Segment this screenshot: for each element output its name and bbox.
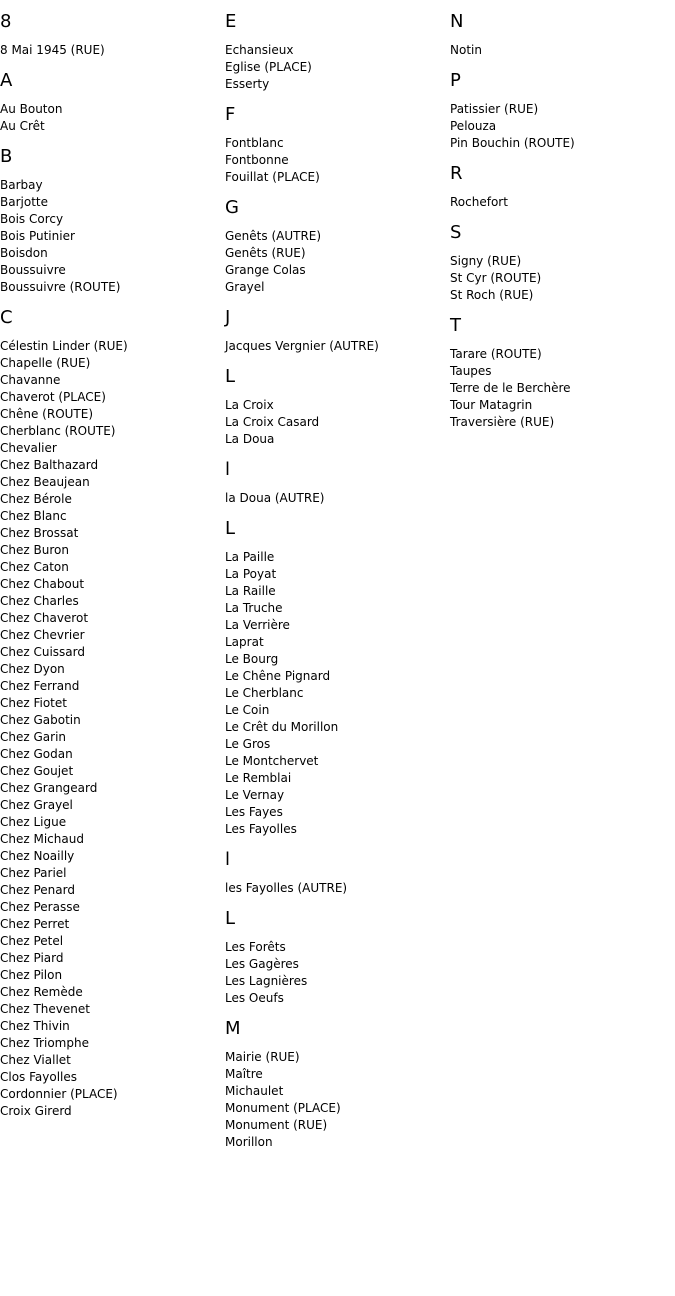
street-name: Chez Chabout bbox=[0, 577, 85, 591]
street-name: 8 Mai 1945 (RUE) bbox=[0, 43, 105, 57]
street-name: Les Gagères bbox=[225, 957, 299, 971]
street-name: Chez Goujet bbox=[0, 764, 74, 778]
street-name: Genêts (RUE) bbox=[225, 246, 306, 260]
street-name: Michaulet bbox=[225, 1084, 284, 1098]
street-name: Chez Perret bbox=[0, 917, 70, 931]
street-name: Notin bbox=[450, 43, 482, 57]
letter-section bbox=[225, 460, 450, 507]
street-name: Jacques Vergnier (AUTRE) bbox=[225, 339, 379, 353]
letter-section bbox=[225, 105, 450, 186]
street-name: Tour Matagrin bbox=[450, 398, 533, 412]
letter-section bbox=[0, 308, 225, 1120]
street-name: St Roch (RUE) bbox=[450, 288, 534, 302]
street-name: Cherblanc (ROUTE) bbox=[0, 424, 116, 438]
street-list bbox=[450, 253, 675, 304]
street-name: Chez Petel bbox=[0, 934, 64, 948]
street-list bbox=[225, 939, 450, 1007]
letter-section bbox=[225, 367, 450, 448]
street-list bbox=[450, 42, 675, 59]
section-letter-heading: L bbox=[225, 366, 236, 387]
street-name: St Cyr (ROUTE) bbox=[450, 271, 542, 285]
street-name: Chaverot (PLACE) bbox=[0, 390, 106, 404]
street-name: Tarare (ROUTE) bbox=[450, 347, 542, 361]
street-list bbox=[450, 194, 675, 211]
street-list bbox=[450, 346, 675, 431]
street-name: La Doua bbox=[225, 432, 275, 446]
street-name: Chez Balthazard bbox=[0, 458, 99, 472]
street-name: Barjotte bbox=[0, 195, 48, 209]
street-name: Echansieux bbox=[225, 43, 294, 57]
street-name: Traversière (RUE) bbox=[450, 415, 555, 429]
section-letter-heading: T bbox=[450, 315, 461, 336]
street-name: Taupes bbox=[450, 364, 492, 378]
street-name: Croix Girerd bbox=[0, 1104, 72, 1118]
letter-section bbox=[0, 147, 225, 296]
street-name: Rochefort bbox=[450, 195, 508, 209]
street-name: Chez Grangeard bbox=[0, 781, 98, 795]
street-name: La Raille bbox=[225, 584, 276, 598]
street-name: Bois Putinier bbox=[0, 229, 75, 243]
street-name: Le Montchervet bbox=[225, 754, 319, 768]
street-name: Chez Charles bbox=[0, 594, 79, 608]
street-name: Chez Penard bbox=[0, 883, 75, 897]
letter-section bbox=[225, 12, 450, 93]
street-name: Le Bourg bbox=[225, 652, 279, 666]
street-name: Chez Caton bbox=[0, 560, 69, 574]
section-letter-heading: M bbox=[225, 1018, 241, 1039]
street-name: Le Remblai bbox=[225, 771, 292, 785]
letter-section bbox=[0, 71, 225, 135]
street-name: Chez Triomphe bbox=[0, 1036, 89, 1050]
street-name: Monument (RUE) bbox=[225, 1118, 328, 1132]
street-name: les Fayolles (AUTRE) bbox=[225, 881, 348, 895]
street-name: Chez Ligue bbox=[0, 815, 67, 829]
street-name: Esserty bbox=[225, 77, 270, 91]
street-name: Chez Thivin bbox=[0, 1019, 70, 1033]
street-index-column-2 bbox=[225, 0, 450, 1163]
street-name: Le Gros bbox=[225, 737, 271, 751]
street-name: Les Lagnières bbox=[225, 974, 308, 988]
street-name: Bois Corcy bbox=[0, 212, 64, 226]
street-name: Boussuivre bbox=[0, 263, 66, 277]
street-name: Chez Fiotet bbox=[0, 696, 67, 710]
letter-section bbox=[0, 12, 225, 59]
street-name: La Paille bbox=[225, 550, 275, 564]
street-name: Chez Dyon bbox=[0, 662, 65, 676]
street-list bbox=[225, 42, 450, 93]
street-name: Chez Bérole bbox=[0, 492, 72, 506]
letter-section bbox=[225, 909, 450, 1007]
section-letter-heading: E bbox=[225, 11, 237, 32]
street-name: Chez Remède bbox=[0, 985, 83, 999]
street-name: La Truche bbox=[225, 601, 283, 615]
section-letter-heading: A bbox=[0, 70, 13, 91]
street-name: Chapelle (RUE) bbox=[0, 356, 91, 370]
street-list bbox=[225, 135, 450, 186]
street-name: Boisdon bbox=[0, 246, 48, 260]
street-name: Le Crêt du Morillon bbox=[225, 720, 339, 734]
street-name: Genêts (AUTRE) bbox=[225, 229, 322, 243]
letter-section bbox=[450, 12, 675, 59]
street-name: Chavanne bbox=[0, 373, 61, 387]
section-letter-heading: N bbox=[450, 11, 464, 32]
street-name: Chez Ferrand bbox=[0, 679, 80, 693]
street-name: Morillon bbox=[225, 1135, 273, 1149]
street-name: Eglise (PLACE) bbox=[225, 60, 312, 74]
street-name: Les Fayes bbox=[225, 805, 283, 819]
street-name: Laprat bbox=[225, 635, 264, 649]
street-name: La Croix bbox=[225, 398, 274, 412]
street-name: Mairie (RUE) bbox=[225, 1050, 300, 1064]
street-name: Au Crêt bbox=[0, 119, 45, 133]
letter-section bbox=[450, 164, 675, 211]
street-name: Barbay bbox=[0, 178, 43, 192]
letter-section bbox=[225, 519, 450, 838]
street-name: Les Forêts bbox=[225, 940, 286, 954]
street-name: Chez Brossat bbox=[0, 526, 79, 540]
street-list bbox=[225, 338, 450, 355]
letter-section bbox=[450, 223, 675, 304]
letter-section bbox=[450, 71, 675, 152]
street-list bbox=[225, 1049, 450, 1151]
street-name: Chez Chaverot bbox=[0, 611, 89, 625]
street-name: La Poyat bbox=[225, 567, 277, 581]
section-letter-heading: l bbox=[225, 459, 231, 480]
street-name: Chez Grayel bbox=[0, 798, 73, 812]
street-name: Fontblanc bbox=[225, 136, 284, 150]
street-name: Chez Perasse bbox=[0, 900, 80, 914]
street-list bbox=[225, 549, 450, 838]
street-name: Grayel bbox=[225, 280, 265, 294]
street-list bbox=[0, 177, 225, 296]
section-letter-heading: 8 bbox=[0, 11, 12, 32]
street-index-column-3 bbox=[450, 0, 675, 443]
street-name: Chez Michaud bbox=[0, 832, 84, 846]
letter-section bbox=[225, 198, 450, 296]
street-name: Chez Gabotin bbox=[0, 713, 81, 727]
street-name: Pin Bouchin (ROUTE) bbox=[450, 136, 575, 150]
letter-section bbox=[225, 850, 450, 897]
street-name: Les Fayolles bbox=[225, 822, 297, 836]
street-name: Le Cherblanc bbox=[225, 686, 304, 700]
letter-section bbox=[225, 308, 450, 355]
street-name: Monument (PLACE) bbox=[225, 1101, 341, 1115]
street-name: Chez Godan bbox=[0, 747, 73, 761]
section-letter-heading: F bbox=[225, 104, 236, 125]
street-index-column-1 bbox=[0, 0, 225, 1132]
street-name: Chez Pariel bbox=[0, 866, 67, 880]
street-name: Chez Chevrier bbox=[0, 628, 85, 642]
street-name: Le Coin bbox=[225, 703, 270, 717]
section-letter-heading: S bbox=[450, 222, 462, 243]
street-name: Chez Blanc bbox=[0, 509, 67, 523]
street-list bbox=[0, 338, 225, 1120]
street-name: Les Oeufs bbox=[225, 991, 284, 1005]
street-name: Maître bbox=[225, 1067, 263, 1081]
street-name: Célestin Linder (RUE) bbox=[0, 339, 128, 353]
street-name: La Croix Casard bbox=[225, 415, 320, 429]
street-list bbox=[225, 397, 450, 448]
street-name: Chez Buron bbox=[0, 543, 69, 557]
street-name: Fontbonne bbox=[225, 153, 289, 167]
street-name: Fouillat (PLACE) bbox=[225, 170, 320, 184]
letter-section bbox=[225, 1019, 450, 1151]
section-letter-heading: R bbox=[450, 163, 463, 184]
street-name: Chez Piard bbox=[0, 951, 64, 965]
street-name: Grange Colas bbox=[225, 263, 306, 277]
street-name: Chevalier bbox=[0, 441, 57, 455]
street-name: Le Chêne Pignard bbox=[225, 669, 331, 683]
section-letter-heading: L bbox=[225, 518, 236, 539]
street-list bbox=[450, 101, 675, 152]
section-letter-heading: P bbox=[450, 70, 461, 91]
street-name: Chêne (ROUTE) bbox=[0, 407, 94, 421]
street-name: la Doua (AUTRE) bbox=[225, 491, 325, 505]
street-name: Pelouza bbox=[450, 119, 497, 133]
street-name: Chez Viallet bbox=[0, 1053, 71, 1067]
section-letter-heading: l bbox=[225, 849, 231, 870]
street-name: Chez Pilon bbox=[0, 968, 63, 982]
street-name: Chez Thevenet bbox=[0, 1002, 90, 1016]
street-name: Chez Noailly bbox=[0, 849, 75, 863]
street-name: Terre de le Berchère bbox=[450, 381, 571, 395]
street-name: Clos Fayolles bbox=[0, 1070, 78, 1084]
street-name: Boussuivre (ROUTE) bbox=[0, 280, 121, 294]
street-name: Signy (RUE) bbox=[450, 254, 522, 268]
street-name: Cordonnier (PLACE) bbox=[0, 1087, 118, 1101]
street-name: La Verrière bbox=[225, 618, 290, 632]
letter-section bbox=[450, 316, 675, 431]
street-name: Au Bouton bbox=[0, 102, 63, 116]
section-letter-heading: J bbox=[225, 307, 231, 328]
street-name: Patissier (RUE) bbox=[450, 102, 539, 116]
section-letter-heading: C bbox=[0, 307, 13, 328]
street-list bbox=[0, 42, 225, 59]
section-letter-heading: L bbox=[225, 908, 236, 929]
street-list bbox=[225, 490, 450, 507]
street-name: Chez Beaujean bbox=[0, 475, 90, 489]
street-list bbox=[225, 880, 450, 897]
street-name: Le Vernay bbox=[225, 788, 285, 802]
street-name: Chez Garin bbox=[0, 730, 67, 744]
street-list bbox=[225, 228, 450, 296]
section-letter-heading: G bbox=[225, 197, 239, 218]
street-list bbox=[0, 101, 225, 135]
section-letter-heading: B bbox=[0, 146, 13, 167]
street-name: Chez Cuissard bbox=[0, 645, 85, 659]
